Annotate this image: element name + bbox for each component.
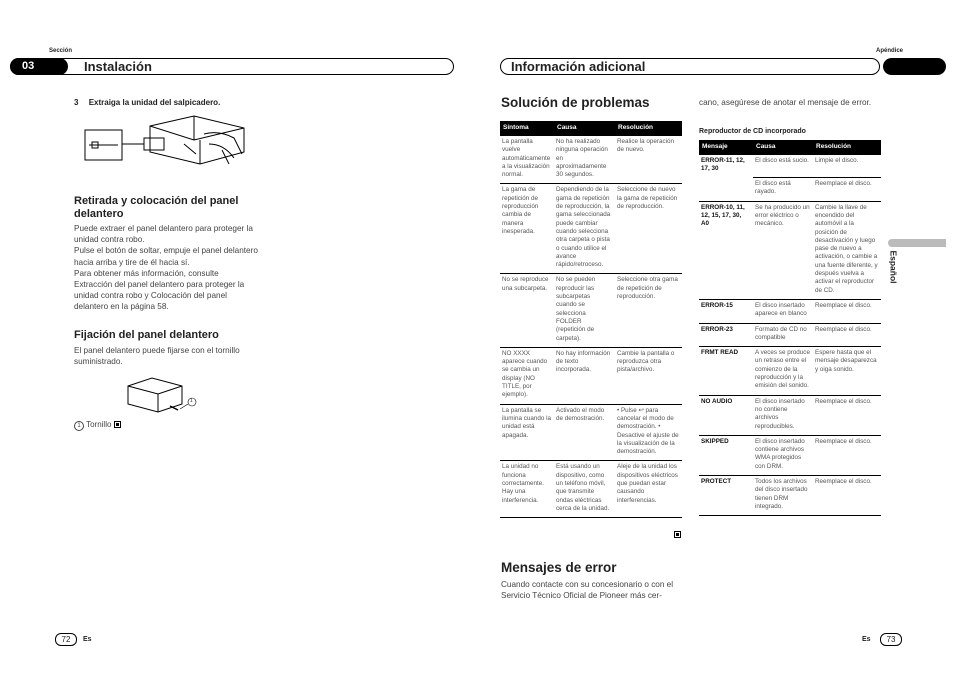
table-cell: Todos los archivos del disco insertado tienen DRM integrado.: [753, 476, 813, 516]
page-number-right: 73: [880, 633, 902, 646]
front-panel-line-2: Pulse el botón de soltar, empuje el panel delantero hacia arriba y tire de él hacia sí.: [74, 246, 258, 267]
table-cell: [699, 178, 753, 202]
col-header-symptom: Síntoma: [500, 121, 554, 136]
section-title: Instalación: [84, 59, 152, 74]
error-messages-table: [699, 140, 881, 516]
col-header-resolution: Resolución: [615, 121, 682, 136]
table-row: [500, 274, 682, 347]
table-cell: Cambie la llave de encendido del automóvil a la posición de desactivación y luego pase de nuevo a activación, o cambie a una fuente diferente, y después vuelva a activar el reproductor de CD.: [813, 201, 881, 299]
lang-code-right: Es: [862, 636, 871, 643]
col-header-cause: Causa: [753, 140, 813, 155]
table-cell: El disco insertado no contiene archivos reproducibles.: [753, 395, 813, 435]
table-cell: Activado el modo de demostración.: [554, 404, 615, 461]
heading-error-messages: Mensajes de error: [501, 560, 617, 575]
table-cell: La unidad no funciona correctamente. Hay una interferencia.: [500, 461, 554, 518]
table-header-row: [699, 140, 881, 155]
table-cell: No ha realizado ninguna operación en aproximadamente 30 segundos.: [554, 136, 615, 184]
table-row: [699, 201, 881, 299]
callout-number-figure: 1: [190, 398, 193, 404]
table-cell: • Pulse ↩ para cancelar el modo de demostración. • Desactive el ajuste de la visualización de la demostración.: [615, 404, 682, 461]
table-row: [500, 136, 682, 184]
step-3: [74, 98, 220, 107]
table-cell: El disco está sucio.: [753, 155, 813, 178]
table-cell: Reemplace el disco.: [813, 323, 881, 347]
heading-panel-fixing: Fijación del panel delantero: [74, 329, 219, 341]
table-cell: Se ha producido un error eléctrico o mecánico.: [753, 201, 813, 299]
table-cell: Limpie el disco.: [813, 155, 881, 178]
table-header-row: [500, 121, 682, 136]
table-cell: Aleje de la unidad los dispositivos eléctricos que puedan estar causando interferencias.: [615, 461, 682, 518]
table-cell: Reemplace el disco.: [813, 476, 881, 516]
front-panel-line-3: Para obtener más información, consulte Extracción del panel delantero para proteger la unidad contra robo y Colocación del panel delantero en la página 58.: [74, 268, 245, 312]
callout-label: Tornillo: [86, 420, 112, 429]
unit-removal-illustration: [84, 114, 249, 169]
error-note-paragraph: cano, asegúrese de anotar el mensaje de error.: [699, 98, 872, 107]
lang-code-left: Es: [83, 636, 92, 643]
appendix-label: Apéndice: [876, 48, 904, 54]
section-header-bar: [10, 58, 454, 75]
table-cell: La gama de repetición de reproducción cambia de manera inesperada.: [500, 184, 554, 274]
table-row: [500, 461, 682, 518]
table-cell: NO XXXX aparece cuando se cambia un display (NO TITLE, por ejemplo).: [500, 347, 554, 404]
screw-illustration: [126, 376, 198, 416]
end-mark-icon: [674, 531, 681, 538]
table-cell: Espere hasta que el mensaje desaparezca y oiga sonido.: [813, 347, 881, 395]
table-cell: NO AUDIO: [699, 395, 753, 435]
error-messages-paragraph: Cuando contacte con su concesionario o con el Servicio Técnico Oficial de Pioneer más cer-: [501, 580, 674, 601]
table-cell: SKIPPED: [699, 435, 753, 475]
col-header-cause: Causa: [554, 121, 615, 136]
table-row: [500, 347, 682, 404]
table-row: [699, 476, 881, 516]
col-header-message: Mensaje: [699, 140, 753, 155]
section-label: Sección: [49, 48, 73, 54]
step-number: 3: [74, 98, 79, 107]
table-row: [500, 404, 682, 461]
front-panel-paragraph: [74, 223, 258, 313]
table-row: [699, 395, 881, 435]
table-cell: No se reproduce una subcarpeta.: [500, 274, 554, 347]
right-section-title: Información adicional: [511, 59, 646, 74]
language-tab-label-wrap: [889, 250, 905, 290]
table-cell: Realice la operación de nuevo.: [615, 136, 682, 184]
table-cell: Seleccione de nuevo la gama de repetición de reproducción.: [615, 184, 682, 274]
callout-legend: [74, 420, 111, 431]
table-cell: No hay información de texto incorporada.: [554, 347, 615, 404]
table-cell: A veces se produce un retraso entre el comienzo de la reproducción y la emisión del sonido.: [753, 347, 813, 395]
table-cell: Reemplace el disco.: [813, 395, 881, 435]
table-cell: Reemplace el disco.: [813, 178, 881, 202]
table-cell: ERROR-15: [699, 299, 753, 323]
table-row: [699, 435, 881, 475]
heading-front-panel-removal: Retirada y colocación del panel delantero: [74, 195, 239, 220]
cd-player-heading: Reproductor de CD incorporado: [699, 128, 806, 135]
panel-fixing-paragraph: El panel delantero puede fijarse con el tornillo suministrado.: [74, 346, 240, 367]
table-cell: La pantalla vuelve automáticamente a la visualización normal.: [500, 136, 554, 184]
table-row: [500, 184, 682, 274]
page-number-left: 72: [55, 633, 77, 646]
table-cell: Reemplace el disco.: [813, 299, 881, 323]
table-cell: Dependiendo de la gama de repetición de reproducción, la gama seleccionada puede cambiar cuando selecciona otra carpeta o pista o cuando utilice el avance rápido/retroceso.: [554, 184, 615, 274]
end-mark-icon: [114, 421, 121, 428]
table-cell: Formato de CD no compatible: [753, 323, 813, 347]
table-cell: ERROR-23: [699, 323, 753, 347]
language-tab: [888, 239, 946, 247]
front-panel-line-1: Puede extraer el panel delantero para proteger la unidad contra robo.: [74, 224, 253, 245]
table-cell: Seleccione otra gama de repetición de reproducción.: [615, 274, 682, 347]
callout-number: 1: [74, 421, 84, 431]
step-text: Extraiga la unidad del salpicadero.: [88, 98, 221, 107]
right-header-block: [883, 58, 946, 75]
table-row: [699, 347, 881, 395]
section-number-badge: 03: [10, 58, 68, 75]
table-cell: El disco insertado aparece en blanco: [753, 299, 813, 323]
table-cell: Reemplace el disco.: [813, 435, 881, 475]
table-cell: Está usando un dispositivo, como un teléfono móvil, que transmite ondas eléctricas cerca de la unidad.: [554, 461, 615, 518]
col-header-resolution: Resolución: [813, 140, 881, 155]
table-cell: La pantalla se ilumina cuando la unidad está apagada.: [500, 404, 554, 461]
troubleshooting-table: [500, 121, 682, 518]
table-row: [699, 155, 881, 178]
table-cell: FRMT READ: [699, 347, 753, 395]
table-row: [699, 323, 881, 347]
table-cell: Cambie la pantalla o reproduzca otra pista/archivo.: [615, 347, 682, 404]
table-row: [699, 299, 881, 323]
table-cell: El disco insertado contiene archivos WMA protegidos con DRM.: [753, 435, 813, 475]
table-cell: No se pueden reproducir las subcarpetas cuando se selecciona FOLDER (repetición de carpeta).: [554, 274, 615, 347]
table-row: [699, 178, 881, 202]
heading-troubleshooting: Solución de problemas: [501, 95, 650, 110]
table-cell: ERROR-11, 12, 17, 30: [701, 157, 745, 173]
language-tab-label: Español: [888, 250, 899, 284]
table-cell: El disco está rayado.: [753, 178, 813, 202]
table-cell: ERROR-10, 11, 12, 15, 17, 30, A0: [699, 201, 753, 299]
table-cell: PROTECT: [699, 476, 753, 516]
